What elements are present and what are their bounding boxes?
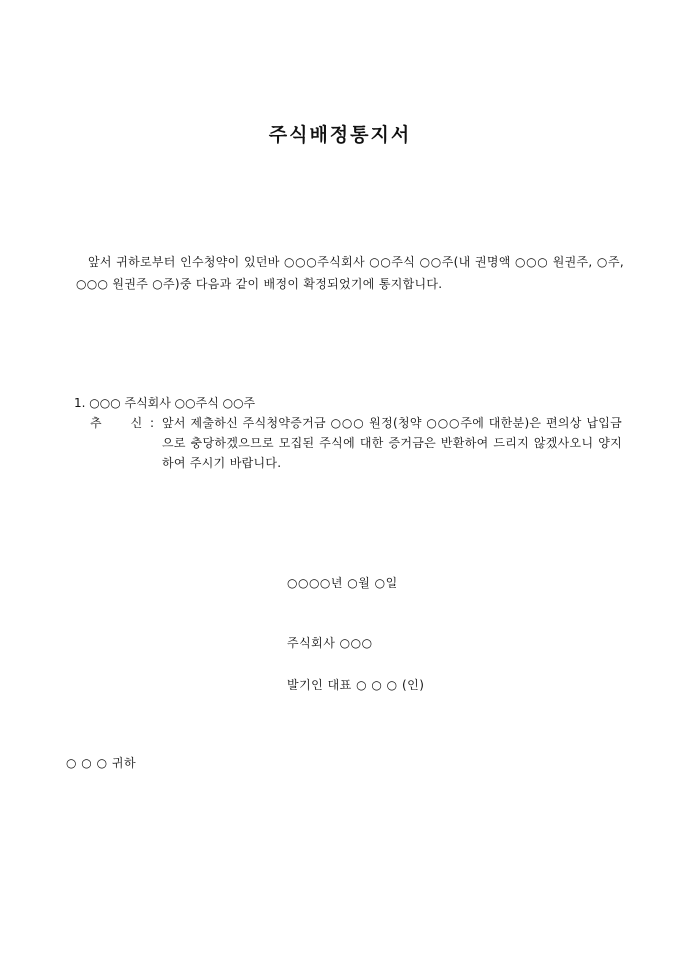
company-name: 주식회사 ○○○: [287, 636, 373, 650]
addendum-colon: :: [150, 416, 155, 430]
issue-date: ○○○○년 ○월 ○일: [287, 576, 398, 590]
issuer-signature: 발기인 대표 ○ ○ ○ (인): [287, 678, 425, 692]
addendum-label-first: 추: [90, 416, 103, 430]
allocation-item: 1. ○○○ 주식회사 ○○주식 ○○주: [74, 396, 256, 410]
addressee: ○ ○ ○ 귀하: [66, 756, 137, 770]
addendum-label-second: 신: [130, 416, 144, 430]
addendum-text: 앞서 제출하신 주식청약증거금 ○○○ 원정(청약 ○○○주에 대한분)은 편의상 납입금으로 충당하겠으므로 모집된 주식에 대한 증거금은 반환하여 드리지 않겠사오니 양지하여 주시기 바랍니다.: [162, 416, 622, 470]
document-title: 주식배정통지서: [268, 124, 412, 146]
addendum-label: [90, 413, 143, 433]
intro-paragraph: 앞서 귀하로부터 인수청약이 있던바 ○○○주식회사 ○○주식 ○○주(내 권명액 ○○○ 원권주, ○주, ○○○ 원권주 ○주)중 다음과 같이 배정이 확정되었기에 통지합니다.: [76, 255, 624, 291]
